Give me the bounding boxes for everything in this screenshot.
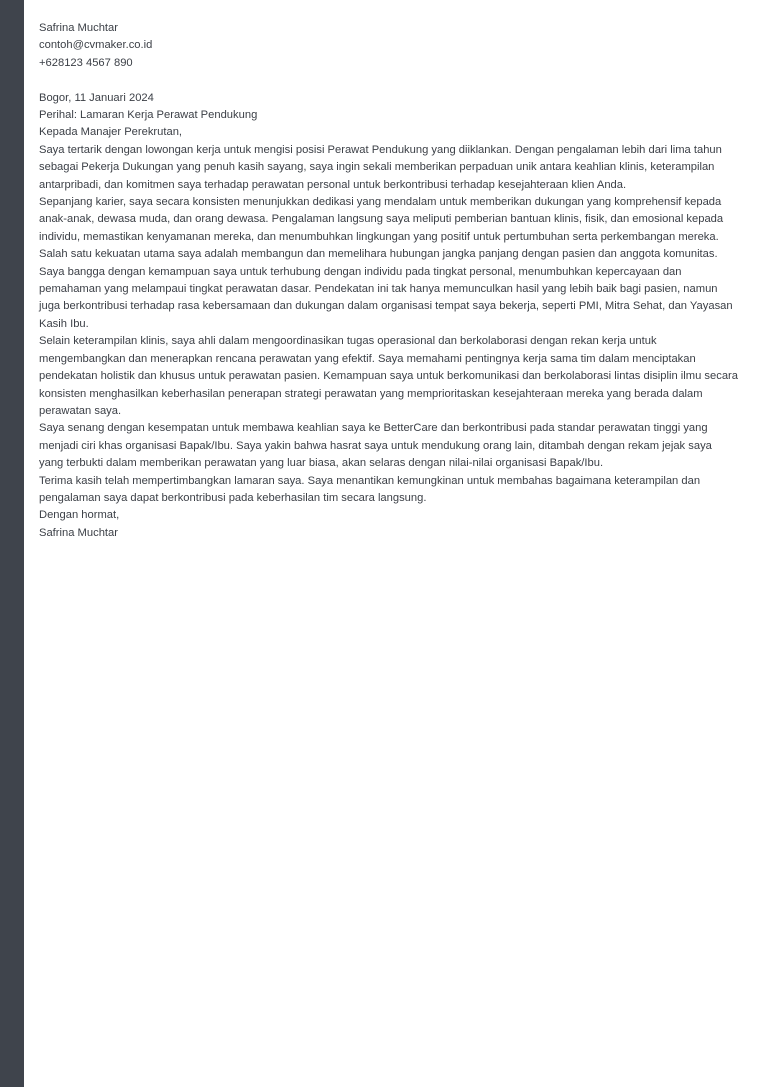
sender-phone: +628123 4567 890 (39, 56, 133, 69)
body-paragraph: Saya senang dengan kesempatan untuk membawa keahlian saya ke BetterCare dan berkontribusi pada standar perawatan tinggi yang menjadi ciri khas organisasi Bapak/Ibu. Saya yakin bahwa hasrat saya untuk mendukung orang lain, ditambah dengan rekam jejak saya yang terbukti dalam memberikan perawatan yang luar biasa, akan selaras dengan nilai-nilai organisasi Bapak/Ibu. (39, 422, 712, 470)
sender-name: Safrina Muchtar (39, 22, 118, 34)
letter-subject: Perihal: Lamaran Kerja Perawat Pendukung (39, 109, 258, 122)
body-paragraph: Terima kasih telah mempertimbangkan lamaran saya. Saya menantikan kemungkinan untuk membahas bagaimana keterampilan dan pengalaman saya dapat berkontribusi pada keberhasilan tim secara langsung. (39, 474, 701, 504)
body-paragraph: Salah satu kekuatan utama saya adalah membangun dan memelihara hubungan jangka panjang dengan pasien dan anggota komunitas. Saya bangga dengan kemampuan saya untuk terhubung dengan individu pada tingkat personal, menumbuhkan kepercayaan dan pemahaman yang melampaui tingkat perawatan dasar. Pendekatan ini tak hanya memunculkan hasil yang lebih baik bagi pasien, namun juga berkontribusi terhadap rasa kebersamaan dan dukungan dalam organisasi tempat saya bekerja, seperti PMI, Mitra Sehat, dan Yayasan Kasih Ibu. (39, 248, 733, 330)
letter-closing: Dengan hormat, (39, 509, 120, 522)
left-accent-bar (0, 0, 24, 1087)
letter-signature: Safrina Muchtar (39, 526, 118, 539)
letter-date: Bogor, 11 Januari 2024 (39, 91, 154, 104)
body-paragraph: Saya tertarik dengan lowongan kerja untuk mengisi posisi Perawat Pendukung yang diiklankan. Dengan pengalaman lebih dari lima tahun sebagai Pekerja Dukungan yang penuh kasih sayang, saya ingin sekali memberikan perpaduan unik antara keahlian klinis, keterampilan antarpribadi, dan komitmen saya terhadap perawatan personal untuk berkontribusi terhadap kesejahteraan klien Anda. (39, 143, 722, 191)
sender-email: contoh@cvmaker.co.id (39, 39, 153, 52)
cover-letter (39, 20, 739, 542)
letter-salutation: Kepada Manajer Perekrutan, (39, 126, 183, 139)
sender-info (39, 20, 739, 72)
body-paragraph: Selain keterampilan klinis, saya ahli dalam mengoordinasikan tugas operasional dan berkolaborasi dengan rekan kerja untuk mengembangkan dan menerapkan rencana perawatan yang efektif. Saya memahami pentingnya kerja sama tim dalam menciptakan pendekatan holistik dan khusus untuk perawatan pasien. Kemampuan saya untuk berkomunikasi dan berkolaborasi lintas disiplin ilmu secara konsisten menghasilkan keberhasilan penerapan strategi perawatan yang memprioritaskan kesejahteraan mereka yang berada dalam perawatan saya. (39, 335, 739, 417)
body-paragraph: Sepanjang karier, saya secara konsisten menunjukkan dedikasi yang mendalam untuk memberikan dukungan yang komprehensif kepada anak-anak, dewasa muda, dan orang dewasa. Pengalaman langsung saya meliputi pemberian bantuan klinis, fisik, dan emosional kepada individu, memastikan kenyamanan mereka, dan menumbuhkan lingkungan yang positif untuk pertumbuhan serta perkembangan mereka. (39, 196, 724, 243)
